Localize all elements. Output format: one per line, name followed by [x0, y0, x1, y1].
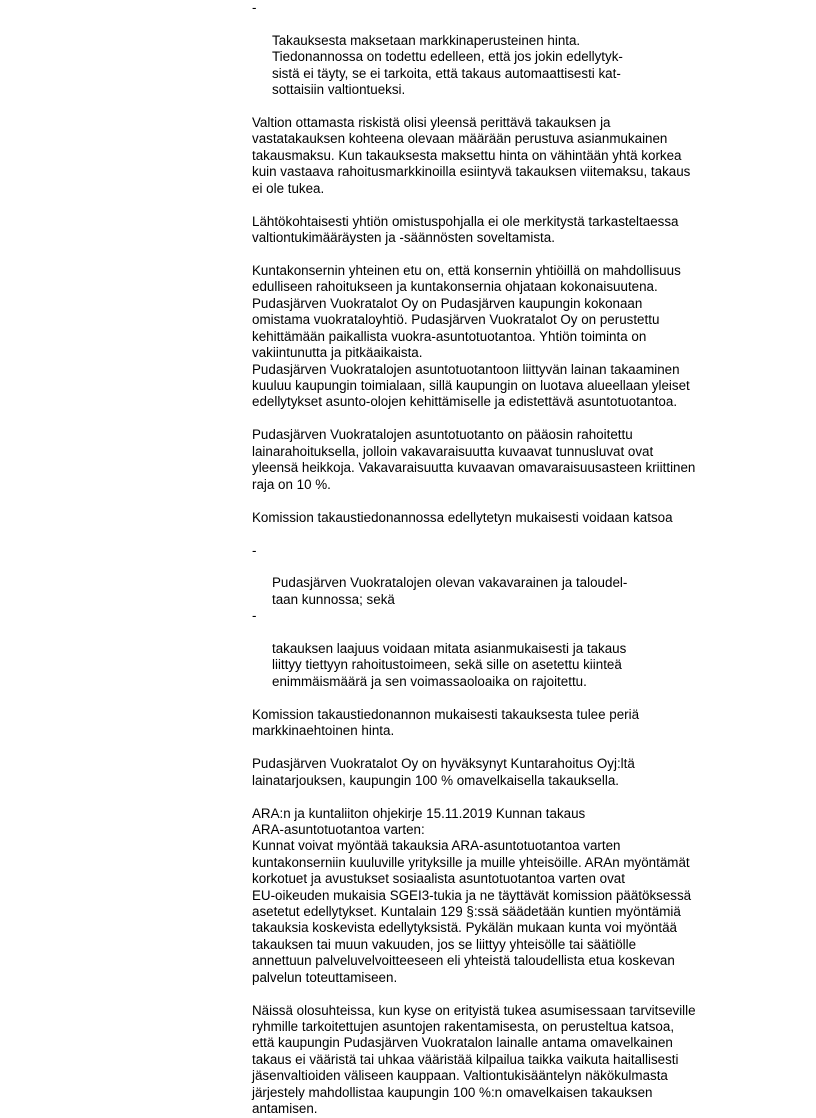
bullet-dash: - [252, 542, 257, 558]
paragraph-market-price: Komission takaustiedonannon mukaisesti takauksesta tulee periä markkinaehtoinen hinta. [252, 706, 640, 739]
list-item [252, 608, 752, 690]
paragraph-conclusion: Näissä olosuhteissa, kun kyse on erityistä tukea asumisessaan tarvitseville ryhmille tarkoitettujen asuntojen rakentamisesta, on perusteltua katsoa, että kaupungin Pudasjärven Vuokratalon lainalle antama omavelkainen takaus ei vääristä tai uhkaa vääristää kilpailua taikka vaikuta haitallisesti jäsenvaltioiden väliseen kauppaan. Valtiontukisääntelyn näkökulmasta järjestely mahdollistaa kaupungin 100 %:n omavelkaisen takauksen antamisen. [252, 1002, 696, 1117]
bullet-dash: - [252, 0, 257, 15]
bullet-dash: - [252, 608, 257, 624]
bullet-text: Pudasjärven Vuokratalojen olevan vakavarainen ja taloudel- taan kunnossa; sekä [272, 575, 628, 607]
list-item [252, 543, 752, 609]
paragraph-loan-offer: Pudasjärven Vuokratalot Oy on hyväksynyt Kuntarahoitus Oyj:ltä lainatarjouksen, kaupungin 100 % omavelkaisella takauksella. [252, 756, 635, 788]
document-page [252, 0, 752, 1118]
paragraph-guarantee-fee: Valtion ottamasta riskistä olisi yleensä perittävä takauksen ja vastatakauksen kohteena olevaan määrään perustuva asianmukainen takausmaksu. Kun takauksesta maksettu hinta on vähintään yhtä korkea kuin vastaava rahoitusmarkkinoilla esiintyvä takauksen viitemaksu, takaus ei ole tukea. [252, 115, 691, 196]
paragraph-solvency: Pudasjärven Vuokratalojen asuntotuotanto on pääosin rahoitettu lainarahoituksella, jolloin vakavaraisuutta kuvaavat tunnusluvat ovat yleensä heikkoja. Vakavaraisuutta kuvaavan omavaraisuusasteen kriittinen raja on 10 %. [252, 427, 696, 492]
paragraph-ownership: Lähtökohtaisesti yhtiön omistuspohjalla ei ole merkitystä tarkasteltaessa valtiontukimääräysten ja -säännösten soveltamista. [252, 213, 679, 246]
commission-bullet-list [252, 543, 752, 691]
top-bullet-list [252, 0, 752, 98]
bullet-text: takauksen laajuus voidaan mitata asianmukaisesti ja takaus liittyy tiettyyn rahoitustoimeen, sekä sille on asetettu kiinteä enimmäismäärä ja sen voimassaoloaika on rajoitettu. [272, 640, 627, 689]
list-item [252, 0, 752, 98]
paragraph-group-benefit: Kuntakonsernin yhteinen etu on, että konsernin yhtiöillä on mahdollisuus edulliseen rahoitukseen ja kuntakonsernia ohjataan kokonaisuutena. Pudasjärven Vuokratalot Oy on Pudasjärven kaupungin kokonaan omistama vuokrataloyhtiö. Pudasjärven Vuokratalot Oy on perustettu kehittämään paikallista vuokra-asuntotuotantoa. Yhtiön toiminta on vakiintunutta ja pitkäaikaista. Pudasjärven Vuokratalojen asuntotuotantoon liittyvän lainan takaaminen kuuluu kaupungin toimialaan, sillä kaupungin on luotava alueellaan yleiset edellytykset asunto-olojen kehittämiselle ja edistettävä asuntotuotantoa. [252, 263, 690, 410]
paragraph-commission-intro: Komission takaustiedonannossa edellytetyn mukaisesti voidaan katsoa [252, 509, 673, 525]
bullet-text: Takauksesta maksetaan markkinaperusteinen hinta. Tiedonannossa on todettu edelleen, että jos jokin edellytyk- sistä ei täyty, se ei tarkoita, että takaus automaattisesti kat- sottaisiin valtiontueksi. [272, 32, 623, 98]
paragraph-ara-letter: ARA:n ja kuntaliiton ohjekirje 15.11.2019 Kunnan takaus ARA-asuntotuotantoa varten: Kunnat voivat myöntää takauksia ARA-asuntotuotantoa varten kuntakonserniin kuuluville yrityksille ja muille yhteisöille. ARAn myöntämät korkotuet ja avustukset sosiaalista asuntotuotantoa varten ovat EU-oikeuden mukaisia SGEI3-tukia ja ne täyttävät komission päätöksessä asetetut edellytykset. Kuntalain 129 §:ssä säädetään kuntien myöntämiä takauksia koskevista edellytyksistä. Pykälän mukaan kunta voi myöntää takauksen tai muun vakuuden, jos se liittyy yhteisölle tai säätiölle annettuun palveluvelvoitteeseen eli yhteistä taloudellista etua koskevan palvelun toteuttamiseen. [252, 805, 692, 985]
